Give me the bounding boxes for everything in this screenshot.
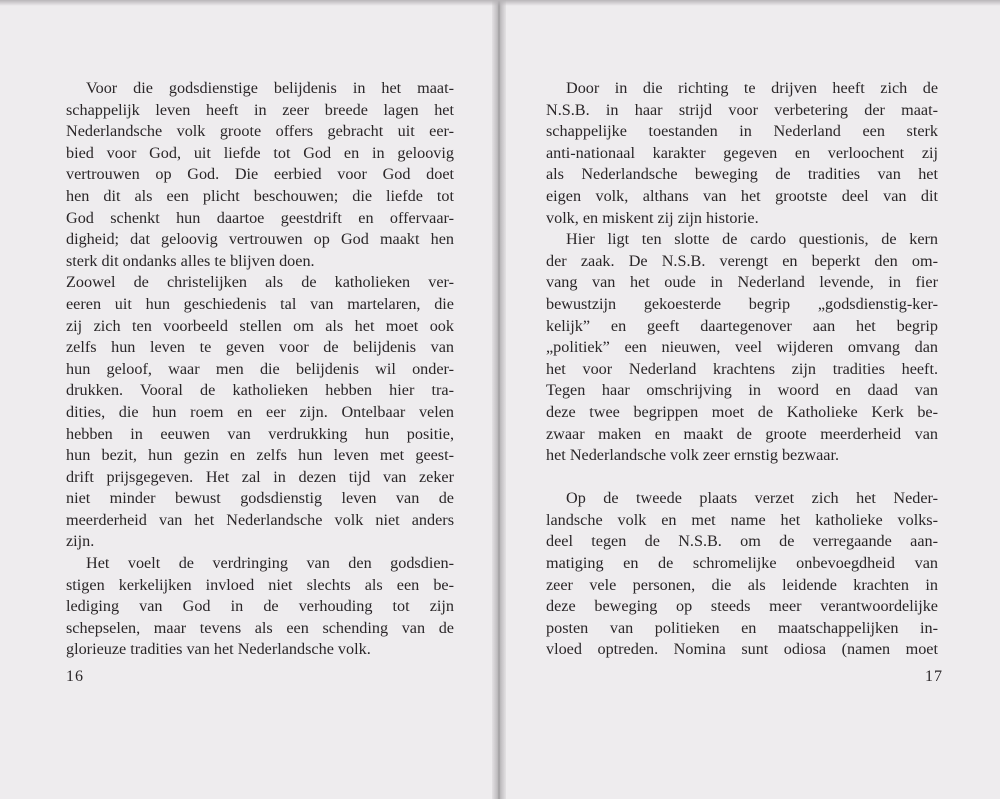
right-page-text bbox=[546, 78, 938, 661]
text-line: stigen kerkelijken invloed niet slechts als een be- bbox=[66, 575, 454, 594]
page-number-right: 17 bbox=[925, 668, 943, 685]
left-page-text bbox=[66, 78, 454, 661]
text-line: het Nederlandsche volk zeer ernstig bezwaar. bbox=[546, 446, 840, 465]
text-line: bewustzijn gekoesterde begrip „godsdienstig-ker- bbox=[546, 294, 938, 313]
text-line: eigen volk, althans van het grootste deel van dit bbox=[546, 186, 938, 205]
text-line: niet minder bewust godsdienstig leven van de bbox=[66, 489, 454, 508]
text-line: glorieuze tradities van het Nederlandsche volk. bbox=[66, 640, 371, 659]
text-line: Het voelt de verdringing van den godsdien- bbox=[86, 554, 454, 573]
text-line: zelfs hun leven te geven voor de belijdenis van bbox=[66, 338, 454, 357]
text-line: anti-nationaal karakter gegeven en verloochent zij bbox=[546, 143, 938, 162]
text-line: schappelijke toestanden in Nederland een sterk bbox=[546, 122, 938, 141]
paragraph-gap bbox=[546, 467, 938, 489]
page-edge-shadow bbox=[0, 0, 1000, 6]
text-line: hun geloof, waar men die belijdenis wil onder- bbox=[66, 359, 454, 378]
text-line: zeer vele personen, die als leidende krachten in bbox=[546, 575, 938, 594]
text-line: hen dit als een plicht beschouwen; die liefde tot bbox=[66, 186, 454, 205]
book-gutter bbox=[492, 0, 506, 799]
text-line: landsche volk en met name het katholieke volks- bbox=[546, 510, 938, 529]
text-line: God schenkt hun daartoe geestdrift en offervaar- bbox=[66, 208, 454, 227]
text-line: deel tegen de N.S.B. om de verregaande aan- bbox=[546, 532, 938, 551]
text-line: zwaar maken en maakt de groote meerderheid van bbox=[546, 424, 938, 443]
text-line: kelijk” en geeft daartegenover aan het begrip bbox=[546, 316, 938, 335]
text-line: hebben in eeuwen van verdrukking hun positie, bbox=[66, 424, 454, 443]
text-line: vertrouwen op God. Die eerbied voor God doet bbox=[66, 165, 454, 184]
text-line: Door in die richting te drijven heeft zich de bbox=[566, 79, 938, 97]
text-line: digheid; dat geloovig vertrouwen op God maakt hen bbox=[66, 230, 454, 249]
text-line: „politiek” een nieuwen, veel wijderen omvang dan bbox=[546, 338, 938, 357]
text-line: schepselen, maar tevens als een schending van de bbox=[66, 618, 454, 637]
left-page bbox=[0, 0, 496, 799]
text-line: sterk dit ondanks alles te blijven doen. bbox=[66, 251, 315, 270]
text-line: zijn. bbox=[66, 532, 95, 551]
page-number-left: 16 bbox=[66, 668, 84, 685]
text-line: eeren uit hun geschiedenis tal van martelaren, die bbox=[66, 294, 454, 313]
text-line: Hier ligt ten slotte de cardo questionis, de kern bbox=[566, 230, 938, 249]
text-line: lediging van God in de verhouding tot zijn bbox=[66, 597, 454, 616]
right-page bbox=[503, 0, 1000, 799]
text-line: Nederlandsche volk groote offers gebracht uit eer- bbox=[66, 122, 454, 141]
text-line: der zaak. De N.S.B. verengt en beperkt den om- bbox=[546, 251, 938, 270]
text-line: Op de tweede plaats verzet zich het Neder- bbox=[566, 489, 938, 508]
text-line: hun bezit, hun gezin en zelfs hun leven met geest- bbox=[66, 446, 454, 465]
text-line: het voor Nederland krachtens zijn tradities heeft. bbox=[546, 359, 938, 378]
text-line: drift prijsgegeven. Het zal in dezen tijd van zeker bbox=[66, 467, 454, 486]
text-line: als Nederlandsche beweging de tradities van het bbox=[546, 165, 938, 184]
text-line: schappelijk leven heeft in zeer breede lagen het bbox=[66, 100, 454, 119]
text-line: meerderheid van het Nederlandsche volk niet anders bbox=[66, 510, 454, 529]
text-line: Zoowel de christelijken als de katholieken ver- bbox=[66, 273, 454, 292]
text-line: volk, en miskent zij zijn historie. bbox=[546, 208, 759, 227]
text-line: Voor die godsdienstige belijdenis in het maat- bbox=[86, 79, 454, 97]
text-line: Tegen haar omschrijving in woord en daad van bbox=[546, 381, 938, 400]
text-line: matiging en de schromelijke onbevoegdheid van bbox=[546, 554, 938, 573]
text-line: drukken. Vooral de katholieken hebben hier tra- bbox=[66, 381, 454, 400]
text-line: dities, die hun roem en eer zijn. Ontelbaar velen bbox=[66, 402, 454, 421]
text-line: deze twee begrippen moet de Katholieke Kerk be- bbox=[546, 402, 938, 421]
text-line: zij zich ten voorbeeld stellen om als het moet ook bbox=[66, 316, 454, 335]
text-line: posten van politieken en maatschappelijken in- bbox=[546, 618, 938, 637]
text-line: vang van het oude in Nederland levende, in fier bbox=[546, 273, 938, 292]
text-line: deze beweging op steeds meer verantwoordelijke bbox=[546, 597, 938, 616]
text-line: bied voor God, uit liefde tot God en in geloovig bbox=[66, 143, 454, 162]
text-line: N.S.B. in haar strijd voor verbetering der maat- bbox=[546, 100, 938, 119]
text-line: vloed optreden. Nomina sunt odiosa (namen moet bbox=[546, 640, 938, 659]
